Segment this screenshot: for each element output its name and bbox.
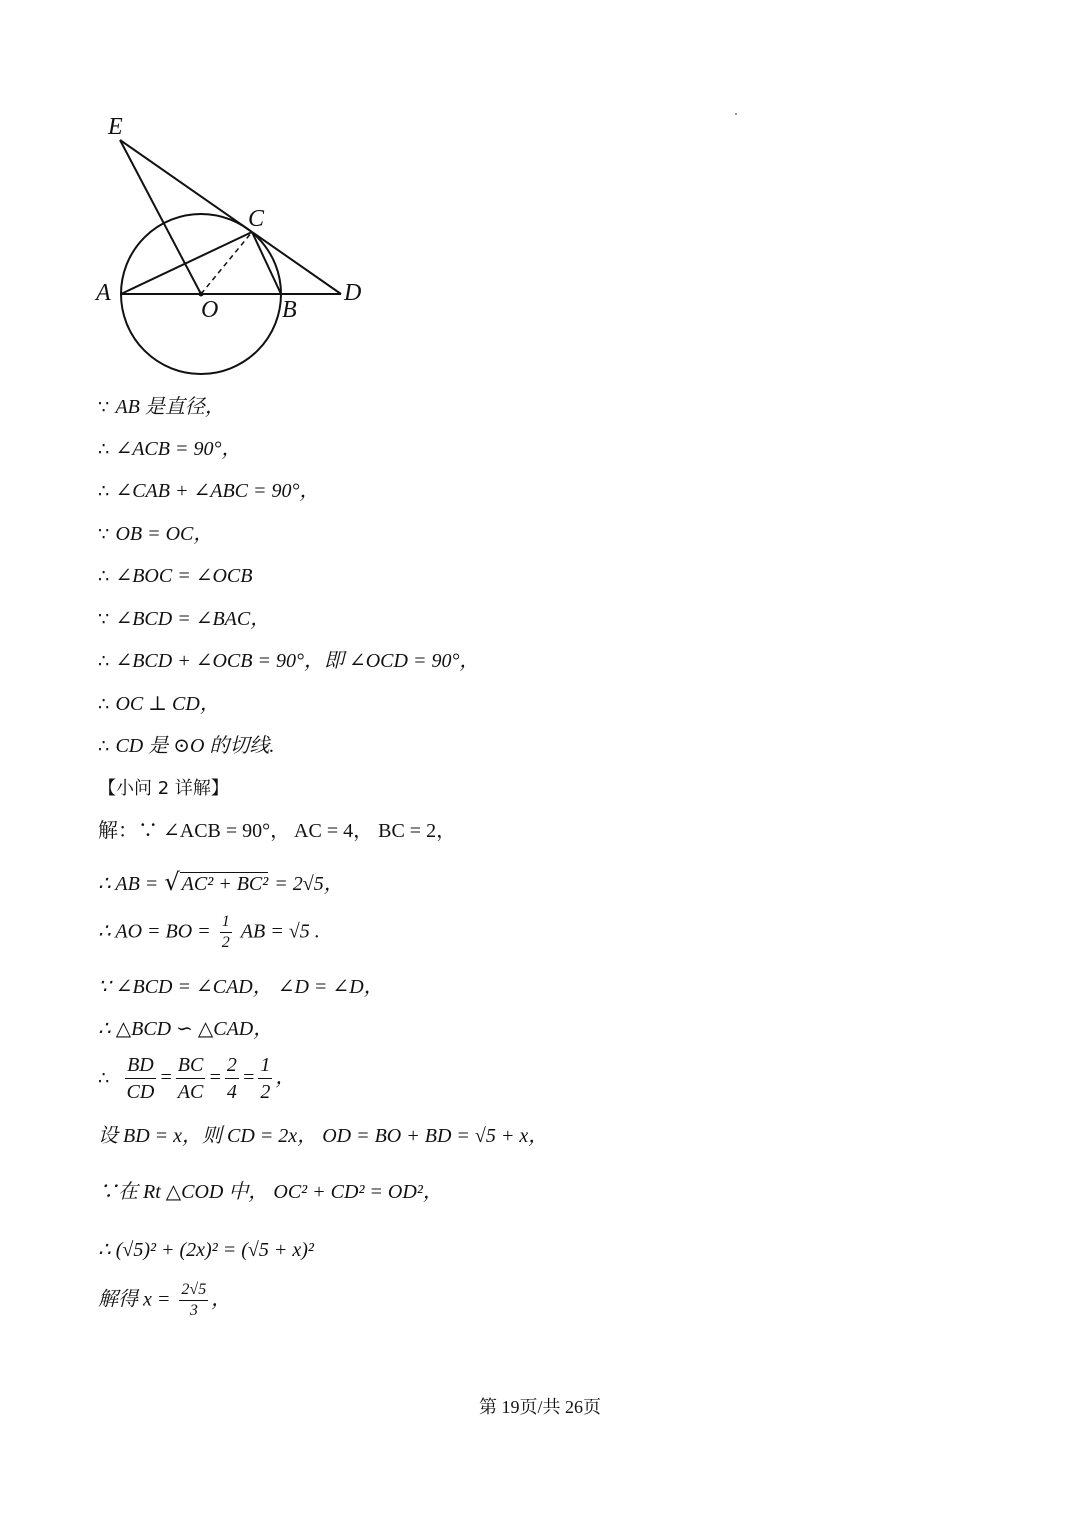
- part2-line-6: ∴ $\frac{BD}{CD}$ = $\frac{BC}{AC}$ = $\frac{2}{4}$ = $\frac{1}{2}$ ，: [98, 1054, 296, 1103]
- fraction-bc-ac: [176, 1052, 206, 1105]
- therefore-symbol: ∴: [98, 694, 110, 715]
- proof1-text-8: OC ⊥ CD，: [115, 693, 220, 715]
- therefore-symbol: ∴: [98, 481, 110, 502]
- proof1-line-1: [98, 395, 225, 420]
- fraction-half: [220, 912, 232, 953]
- part2-text-5: ∴ △BCD ∽ △CAD，: [98, 1018, 274, 1040]
- stray-mark: [735, 113, 737, 115]
- part2-text-8: ∵在 Rt △COD 中， OC² + CD² = OD²，: [98, 1181, 443, 1203]
- page-number: 第 19页/共 26页: [478, 1397, 601, 1417]
- fraction-denominator: 3: [189, 1302, 198, 1319]
- fraction-1-2: [258, 1052, 272, 1105]
- segment-eo: [120, 140, 201, 294]
- geometry-figure: [80, 100, 400, 385]
- fraction-numerator: BC: [176, 1052, 206, 1079]
- because-symbol: ∵: [98, 609, 110, 630]
- proof1-line-3: [98, 479, 320, 504]
- fraction-bd-cd: [125, 1052, 157, 1105]
- proof1-line-7: [98, 649, 479, 674]
- part2-text-4: ∵ ∠BCD = ∠CAD， ∠D = ∠D，: [98, 976, 384, 998]
- part2-l10-suffix: ，: [211, 1288, 232, 1311]
- part2-text-7: 设 BD = x，则 CD = 2x， OD = BO + BD = √5 + x，: [98, 1125, 549, 1147]
- proof1-text-4: OB = OC，: [115, 523, 214, 545]
- fraction-numerator: 1: [258, 1052, 272, 1079]
- therefore-symbol: ∴: [98, 1067, 110, 1089]
- therefore-symbol: ∴: [98, 651, 110, 672]
- segment-oc-dashed: [201, 232, 252, 294]
- part2-l2-radicand: AC² + BC²: [181, 873, 269, 895]
- fraction-2-4: [225, 1052, 239, 1105]
- therefore-symbol: ∴: [98, 566, 110, 587]
- part2-line-8: [98, 1180, 443, 1204]
- part2-text-9: ∴ (√5)² + (2x)² = (√5 + x)²: [98, 1239, 314, 1261]
- fraction-numerator: 2√5: [179, 1280, 208, 1301]
- part2-line-5: [98, 1017, 273, 1041]
- label-d: D: [344, 280, 362, 306]
- therefore-symbol: ∴: [98, 736, 110, 757]
- part2-heading: 【小问 2 详解】: [98, 778, 229, 799]
- because-symbol: ∵: [98, 397, 110, 418]
- part2-text-1: 解：∵ ∠ACB = 90°， AC = 4， BC = 2，: [98, 820, 457, 842]
- therefore-symbol: ∴: [98, 439, 110, 460]
- label-e: E: [108, 114, 123, 140]
- proof1-line-4: [98, 522, 213, 547]
- fraction-denominator: 2: [221, 934, 230, 951]
- part2-line-4: [98, 975, 384, 999]
- fraction-denominator: CD: [126, 1081, 155, 1103]
- proof1-line-9: [98, 734, 274, 759]
- part2-l2-suffix: = 2√5，: [274, 873, 344, 895]
- proof1-line-6: [98, 607, 270, 632]
- label-a: A: [96, 280, 111, 306]
- fraction-numerator: 2: [225, 1052, 239, 1079]
- part2-line-2: [98, 870, 344, 896]
- label-c: C: [248, 206, 265, 232]
- proof1-text-3: ∠CAB + ∠ABC = 90°，: [115, 480, 320, 502]
- line-ed: [120, 140, 341, 294]
- proof1-text-6: ∠BCD = ∠BAC，: [115, 608, 271, 630]
- proof1-text-5: ∠BOC = ∠OCB: [115, 565, 253, 587]
- radical-sign: √: [164, 868, 180, 896]
- fraction-denominator: 2: [260, 1081, 271, 1103]
- label-b: B: [282, 297, 297, 323]
- part2-l3-suffix: AB = √5 .: [240, 920, 320, 943]
- part2-line-9: [98, 1238, 314, 1262]
- proof1-text-7: ∠BCD + ∠OCB = 90°，即 ∠OCD = 90°，: [115, 650, 480, 672]
- point-o: [199, 292, 204, 297]
- because-symbol: ∵: [98, 524, 110, 545]
- circle-tangent-diagram: [80, 100, 400, 385]
- proof1-text-2: ∠ACB = 90°，: [115, 438, 242, 460]
- part2-line-1: [98, 819, 456, 843]
- proof1-text-1: AB 是直径，: [115, 396, 225, 418]
- proof1-text-9: CD 是 ⊙O 的切线.: [115, 735, 275, 757]
- fraction-denominator: 4: [226, 1081, 237, 1103]
- fraction-denominator: AC: [177, 1081, 204, 1103]
- part2-line-7: [98, 1124, 548, 1148]
- proof1-line-5: [98, 564, 252, 589]
- part2-l2-prefix: ∴ AB =: [98, 873, 159, 895]
- proof1-line-2: [98, 437, 241, 462]
- fraction-numerator: 1: [220, 912, 232, 933]
- part2-line-10: [98, 1280, 231, 1332]
- part2-l3-prefix: ∴ AO = BO =: [98, 920, 211, 943]
- part2-line-3: [98, 912, 320, 964]
- fraction-numerator: BD: [125, 1052, 157, 1079]
- part2-l10-prefix: 解得 x =: [98, 1288, 171, 1311]
- label-o: O: [201, 297, 219, 323]
- proof1-line-8: [98, 692, 220, 717]
- fraction-solution: [179, 1280, 208, 1321]
